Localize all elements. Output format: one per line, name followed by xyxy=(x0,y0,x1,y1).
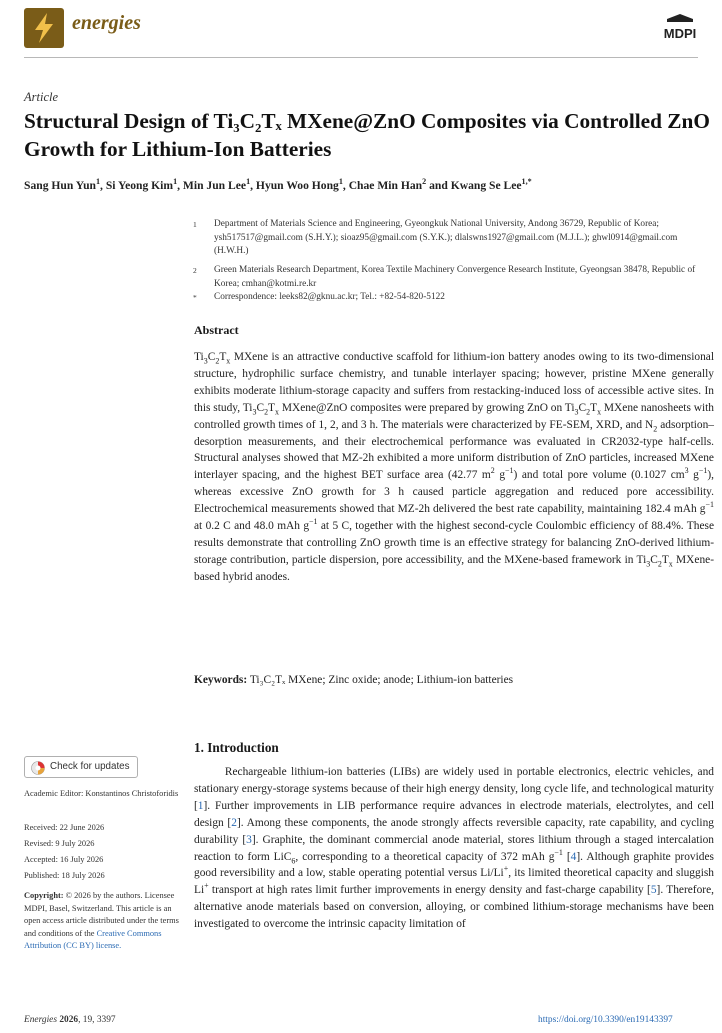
header-rule xyxy=(24,57,698,58)
accepted-date: Accepted: 16 July 2026 xyxy=(24,855,104,864)
received-date: Received: 22 June 2026 xyxy=(24,823,105,832)
author-name: Chae Min Han xyxy=(348,179,423,192)
introduction-text: Rechargeable lithium-ion batteries (LIBs) are widely used in portable electronics, electric vehicles, and stationary energy-storage systems because of their high energy density, long cycle life, and technological maturity [1]. Further improvements in LIB performance require advances in electrode materials, electrolytes, and cell design [2]. Among these components, the anode strongly affects reversible capacity, rate capability, and cycling durability [3]. Graphite, the dominant commercial anode material, stores lithium through a staged intercalation reaction to form LiC$_6$, corresponding to a theoretical capacity of 372 mAh $g^{-1}$ [4]. Although graphite provides good reversibility and a low, stable operating potential versus Li/Li+, its limited theoretical capacity and sluggish Li+ transport at high rates limit further improvements in energy density and fast-charge capability [5]. Therefore, alternative anode materials based on conversion, alloying, or combined lithium-storage mechanisms have been investigated to overcome the intrinsic capacity limitation of xyxy=(194,766,714,931)
footer-doi-link[interactable]: https://doi.org/10.3390/en19143397 xyxy=(538,1015,673,1025)
revised-date: Revised: 9 July 2026 xyxy=(24,839,95,848)
published-date: Published: 18 July 2026 xyxy=(24,871,105,880)
svg-text:MDPI: MDPI xyxy=(663,26,697,41)
author-name: Hyun Woo Hong xyxy=(255,179,339,192)
article-title: Structural Design of Ti₃C₂Tₓ MXene@ZnO Composites via Controlled ZnO Growth for Lithium-Ion Batteries xyxy=(24,109,710,161)
author-list: Sang Hun Yun$^1$, Si Yeong Kim$^1$, Min Jun Lee$^1$, Hyun Woo Hong$^1$, Chae Min Han$^2$ and Kwang Se Lee$^{1,*}$ xyxy=(24,177,532,192)
article-type: Article xyxy=(24,90,59,104)
affiliation-2: 2 Green Materials Research Department, Korea Textile Machinery Convergence Research Institute, Gyeongsan 38478, Republic of Korea; cmhan@kotmi.re.kr xyxy=(193,265,696,289)
copyright-notice: Copyright: © 2026 by the authors. Licensee MDPI, Basel, Switzerland. This article is an open access article distributed under the terms and conditions of the Creative Commons Attribution (CC BY) license. xyxy=(24,891,179,951)
check-for-updates-button[interactable]: Check for updates xyxy=(24,756,138,778)
abstract-text: $Ti_3C_2T_x$ MXene is an attractive conductive scaffold for lithium-ion battery anodes owing to its two-dimensional structure, hydrophilic surface chemistry, and tunable interlayer spacing; however, pristine MXene generally exhibits moderate lithium-storage capacity and suffers from restacking-induced loss of accessible active sites. In this study, $Ti_3C_2T_x$ MXene@ZnO composites were prepared by growing ZnO on $Ti_3C_2T_x$ MXene nanosheets with controlled growth times of 1, 2, and 3 h. The materials were characterized by FE-SEM, XRD, and $N_2$ adsorption–desorption measurements, and their electrochemical performance was evaluated in CR2032-type half-cells. Structural analyses showed that MZ-2h exhibited a more uniform distribution of ZnO particles, increased MXene interlayer spacing, and the highest BET surface area (42.77 $m^2$ $g^{-1}$) and total pore volume (0.1027 $cm^3$ $g^{-1}$), whereas excessive ZnO growth for 3 h caused particle aggregation and reduced pore accessibility. Electrochemical measurements showed that MZ-2h delivered the best rate capability, maintaining 182.4 mAh $g^{-1}$ at 0.2 C and 48.0 mAh $g^{-1}$ at 5 C, together with the highest second-cycle Coulombic efficiency of 88.4%. These results demonstrate that controlling ZnO growth time is an effective strategy for balancing ZnO-derived lithium-storage contribution, particle dispersion, pore accessibility, and the MXene-based framework in $Ti_3C_2T_x$ MXene-based hybrid anodes. xyxy=(194,351,714,583)
abstract-heading: Abstract xyxy=(194,323,239,337)
keywords: Keywords: Ti₃C₂Tₓ MXene; Zinc oxide; anode; Lithium-ion batteries xyxy=(194,674,514,686)
academic-editor: Academic Editor: Konstantinos Christoforidis xyxy=(24,789,179,798)
correspondence: * Correspondence: leeks82@gknu.ac.kr; Tel.: +82-54-820-5122 xyxy=(193,292,445,302)
author-name: Min Jun Lee xyxy=(182,179,247,192)
journal-logo-icon xyxy=(24,8,64,48)
affiliation-1: 1 Department of Materials Science and Engineering, Gyeongkuk National University, Andong 36729, Republic of Korea; ysh517517@gmail.com (S.H.Y.); sioaz95@gmail.com (S.Y.K.); dlalswns1927@gmail.com (M.J.L.); ghwl0914@gmail.com (H.W.H.) xyxy=(193,219,678,256)
footer-citation: Energies 2026, 19, 3397 xyxy=(24,1015,116,1025)
author-name: Si Yeong Kim xyxy=(105,179,174,192)
license-link[interactable]: Creative Commons Attribution (CC BY) license. xyxy=(24,928,162,951)
check-updates-icon xyxy=(31,761,45,775)
author-name: Sang Hun Yun xyxy=(24,179,96,192)
author-name: Kwang Se Lee xyxy=(450,179,522,192)
section-heading-introduction: 1. Introduction xyxy=(194,740,279,755)
mdpi-logo-icon xyxy=(655,13,705,45)
journal-name: energies xyxy=(72,12,141,34)
